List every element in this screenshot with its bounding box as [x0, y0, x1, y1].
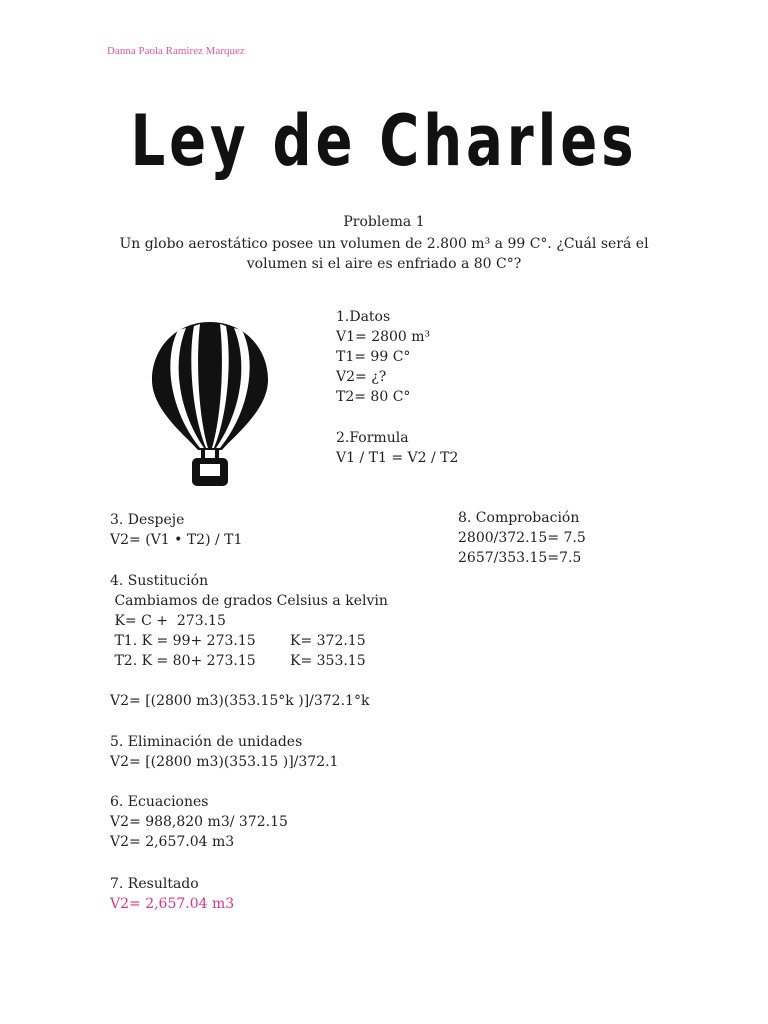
despeje-heading: 3. Despeje — [110, 512, 185, 528]
page-title: Ley de Charles — [130, 100, 638, 182]
sustitucion-heading: 4. Sustitución — [110, 573, 209, 589]
eliminacion-heading: 5. Eliminación de unidades — [110, 734, 303, 750]
datos-t1: T1= 99 C° — [336, 349, 411, 365]
datos-heading: 1.Datos — [336, 309, 391, 325]
hot-air-balloon-icon — [148, 318, 272, 492]
problem-heading: Problema 1 — [343, 214, 425, 230]
datos-v1: V1= 2800 m³ — [336, 329, 431, 345]
despeje-line: V2= (V1 • T2) / T1 — [110, 532, 243, 548]
formula-line: V1 / T1 = V2 / T2 — [336, 450, 459, 466]
datos-t2: T2= 80 C° — [336, 389, 411, 405]
resultado-line: V2= 2,657.04 m3 — [110, 896, 235, 912]
datos-v2: V2= ¿? — [336, 369, 387, 385]
comprobacion-line-1: 2800/372.15= 7.5 — [458, 530, 586, 546]
sustitucion-t1: T1. K = 99+ 273.15 — [110, 633, 256, 649]
problem-statement: Un globo aerostático posee un volumen de 2.800 m³ a 99 C°. ¿Cuál será el volumen si el aire es enfriado a 80 C°? — [119, 236, 649, 272]
sustitucion-t2-result: K= 353.15 — [290, 653, 366, 669]
ecuaciones-line-2: V2= 2,657.04 m3 — [110, 834, 235, 850]
formula-heading: 2.Formula — [336, 430, 409, 446]
author-name: Danna Paola Ramirez Marquez — [107, 45, 245, 57]
sustitucion-t1-result: K= 372.15 — [290, 633, 366, 649]
ecuaciones-heading: 6. Ecuaciones — [110, 794, 209, 810]
sustitucion-line-2: K= C + 273.15 — [110, 613, 226, 629]
sustitucion-t2: T2. K = 80+ 273.15 — [110, 653, 256, 669]
sustitucion-line-1: Cambiamos de grados Celsius a kelvin — [110, 593, 388, 609]
comprobacion-heading: 8. Comprobación — [458, 510, 580, 526]
comprobacion-line-2: 2657/353.15=7.5 — [458, 550, 582, 566]
resultado-heading: 7. Resultado — [110, 876, 199, 892]
ecuaciones-line-1: V2= 988,820 m3/ 372.15 — [110, 814, 288, 830]
eliminacion-line: V2= [(2800 m3)(353.15 )]/372.1 — [110, 754, 339, 770]
sustitucion-v2: V2= [(2800 m3)(353.15°k )]/372.1°k — [110, 693, 370, 709]
